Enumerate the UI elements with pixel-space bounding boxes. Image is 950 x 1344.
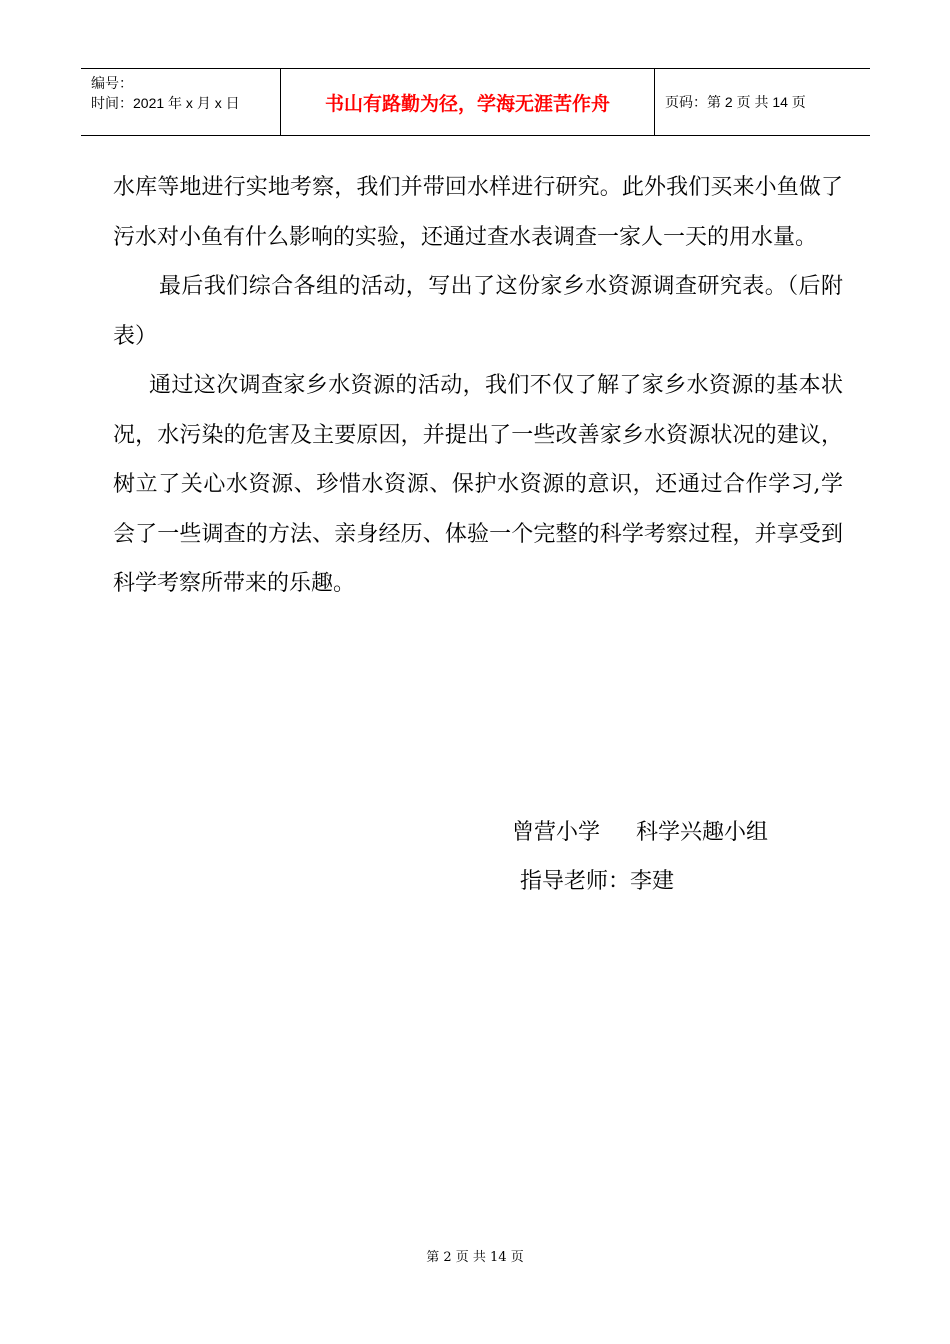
paragraph-2: 最后我们综合各组的活动，写出了这份家乡水资源调查研究表。（后附表） <box>113 274 843 349</box>
header-page-info: 页码：第 2 页 共 14 页 <box>665 94 806 110</box>
document-date: 时间：2021 年 x 月 x 日 <box>91 95 240 111</box>
signature-school: 曾营小学 <box>512 820 601 845</box>
document-body <box>113 163 843 609</box>
signature-teacher: 指导老师：李建 <box>520 869 675 894</box>
header-meta <box>81 69 281 135</box>
document-number-label: 编号： <box>91 75 133 91</box>
paragraph-1: 水库等地进行实地考察，我们并带回水样进行研究。此外我们买来小鱼做了污水对小鱼有什么影响的实验，还通过查水表调查一家人一天的用水量。 <box>113 175 843 250</box>
header-motto: 书山有路勤为径，学海无涯苦作舟 <box>281 69 655 135</box>
signature-organization <box>512 808 768 857</box>
document-header <box>81 68 870 136</box>
signature-group: 科学兴趣小组 <box>636 820 769 845</box>
page-footer: 第 2 页 共 14 页 <box>426 1250 524 1265</box>
paragraph-3: 通过这次调查家乡水资源的活动，我们不仅了解了家乡水资源的基本状况，水污染的危害及主要原因，并提出了一些改善家乡水资源状况的建议，树立了关心水资源、珍惜水资源、保护水资源的意识，还通过合作学习,学会了一些调查的方法、亲身经历、体验一个完整的科学考察过程，并享受到科学考察所带来的乐趣。 <box>113 373 843 596</box>
